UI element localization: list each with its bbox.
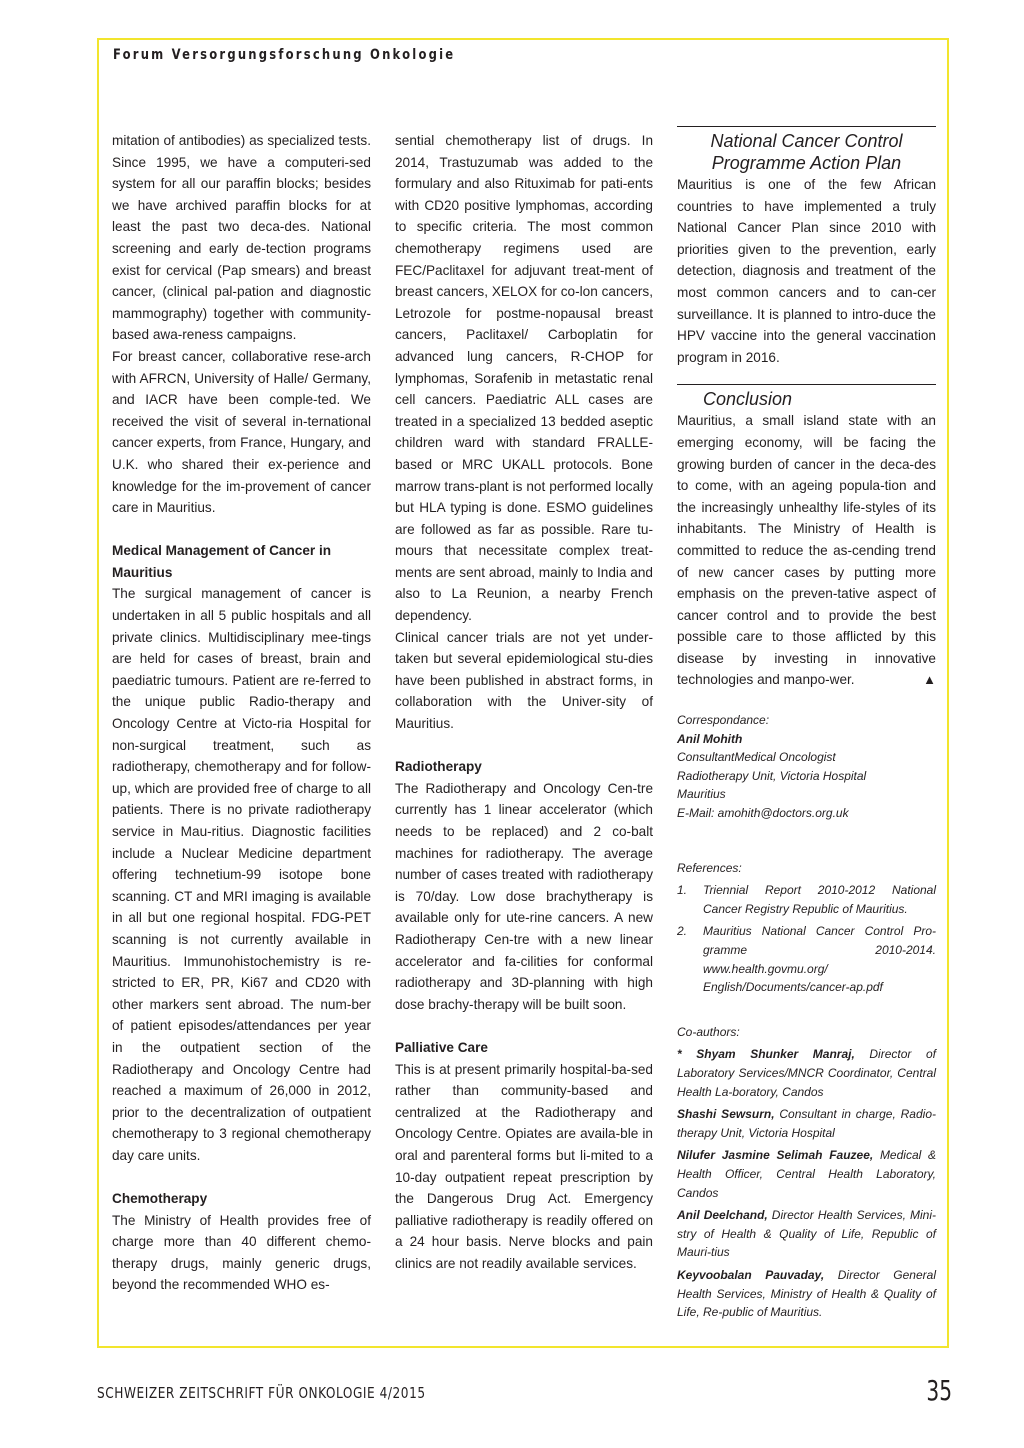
column-1: [112, 130, 371, 1296]
correspondence-email: E-Mail: amohith@doctors.org.uk: [677, 806, 849, 821]
coauthor-entry: [677, 1206, 936, 1262]
correspondence-block: [677, 711, 936, 823]
section-title-conclusion: Conclusion: [703, 389, 793, 410]
end-mark-icon: ▲: [923, 672, 936, 688]
correspondence-country: Mauritius: [677, 787, 726, 802]
reference-text: Mauritius National Cancer Control Pro-gramme 2010-2014. www.health.govmu.org/ English/Documents/cancer-ap.pdf: [703, 924, 936, 995]
page-number: 35: [926, 1374, 952, 1407]
section-heading-medical-management: Medical Management of Cancer in Mauritius: [112, 543, 332, 580]
coauthor-desc: Consultant in charge, Radio-therapy Unit, Victoria Hospital: [677, 1107, 936, 1140]
references-block: [677, 859, 936, 997]
section-heading-chemotherapy: Chemotherapy: [112, 1191, 208, 1207]
paragraph: The Ministry of Health provides free of charge more than 40 different chemo-therapy drugs, mainly generic drugs, beyond the recommended WHO es-: [112, 1212, 371, 1293]
coauthor-entry: [677, 1045, 936, 1101]
section-rule: [677, 126, 936, 127]
reference-item: [677, 922, 936, 996]
coauthor-name: Anil Deelchand,: [677, 1208, 768, 1223]
coauthor-desc: Director of Laboratory Services/MNCR Coordinator, Central Health La-boratory, Candos: [677, 1047, 936, 1099]
correspondence-label: Correspondance:: [677, 713, 770, 728]
paragraph: sential chemotherapy list of drugs. In 2014, Trastuzumab was added to the formulary and also Rituximab for pati-ents with CD20 positive lymphomas, according to specific criteria. The most common chemotherapy regimens used are FEC/Paclitaxel for adjuvant treat-ment of breast cancers, XELOX for co-lon cancers, Letrozole for postme-nopausal breast cancers, Paclitaxel/ Carboplatin for advanced lung cancers, R-CHOP for lymphomas, Sorafenib in metastatic renal cell cancers. Paediatric ALL cases are treated in a specialized 13 bedded aseptic children ward with standard FRALLE- based or MRC UKALL protocols. Bone marrow trans-plant is not performed locally but HLA typing is done. ESMO guidelines are followed as far as possible. Rare tu-mours that necessitate complex treat-ments are sent abroad, mainly to India and also to La Reunion, a nearby French dependency.: [395, 133, 653, 624]
coauthor-name: Keyvoobalan Pauvaday,: [677, 1267, 825, 1282]
reference-number: 2.: [677, 924, 688, 939]
paragraph: [677, 410, 936, 691]
section-heading-radiotherapy: Radiotherapy: [395, 759, 482, 775]
running-header: Forum Versorgungsforschung Onkologie: [113, 47, 456, 63]
section-heading-palliative-care: Palliative Care: [395, 1039, 488, 1055]
reference-number: 1.: [677, 883, 688, 898]
paragraph: Clinical cancer trials are not yet under-taken but several epidemiological stu-dies have been published in abstract forms, in collaboration with the Univer-sity of Mauritius.: [395, 629, 653, 732]
coauthors-label: Co-authors:: [677, 1024, 740, 1039]
paragraph: The Radiotherapy and Oncology Cen-tre currently has 1 linear accelerator (which needs to be replaced) and 2 co-balt machines for radiotherapy. The average number of cases treated with radiotherapy is 70/day. Low dose brachytherapy is available only for ute-rine cancers. A new Radiotherapy Cen-tre with a new linear accelerator and fa-cilities for conformal radiotherapy and 3D-planning with high dose brachy-therapy will be built soon.: [395, 780, 653, 1012]
coauthors-block: [677, 1023, 936, 1322]
coauthor-name: Nilufer Jasmine Selimah Fauzee,: [677, 1148, 874, 1163]
coauthor-entry: [677, 1266, 936, 1322]
references-label: References:: [677, 860, 742, 875]
reference-text: Triennial Report 2010-2012 National Cancer Registry Republic of Mauritius.: [703, 883, 936, 916]
paragraph: This is at present primarily hospital-ba-sed rather than community-based and centralized at the Radiotherapy and Oncology Centre. Opiates are availa-ble in oral and parenteral forms but li-mited to a 10-day outpatient repeat prescription by the Dangerous Drug Act. Emergency palliative radiotherapy is readily offered on a 24 hour basis. Nerve blocks and pain clinics are not readily available services.: [395, 1061, 653, 1271]
paragraph: For breast cancer, collaborative rese-arch with AFRCN, University of Halle/ Germany, and IACR have been comple-ted. We received the visit of several in-ternational cancer experts, from France, Hungary, and U.K. who shared their ex-perience and knowledge for the im-provement of cancer care in Mauritius.: [112, 348, 371, 516]
coauthor-name: * Shyam Shunker Manraj,: [677, 1047, 855, 1062]
coauthor-desc: Director General Health Services, Ministry of Health & Quality of Life, Re-public of Mauritius.: [677, 1267, 936, 1320]
correspondence-title: ConsultantMedical Oncologist: [677, 750, 836, 765]
coauthor-desc: Medical & Health Officer, Central Health Laboratory, Candos: [677, 1148, 937, 1200]
coauthor-desc: Director Health Services, Mini-stry of Health & Quality of Life, Republic of Mauri-tius: [677, 1208, 936, 1260]
paragraph: The surgical management of cancer is undertaken in all 5 public hospitals and all private clinics. Multidisciplinary mee-tings are held for cases of breast, brain and paediatric tumours. Patient are re-ferred to the unique public Radio-therapy and Oncology Centre at Victo-ria Hospital for non-surgical treatment, such as radiotherapy, chemotherapy and for follow-up, which are provided free of charge to all patients. There is no private radiotherapy service in Mau-ritius. Diagnostic facilities include a Nuclear Medicine department offering technetium-99 isotope bone scanning. CT and MRI imaging is available in all but one regional hospital. FDG-PET scanning is not currently available in Mauritius. Immunohistochemistry is re-stricted to ER, PR, Ki67 and CD20 with other markers sent abroad. The num-ber of patient episodes/attendances per year in the outpatient section of the Radiotherapy and Oncology Centre had reached a maximum of 26,000 in 2012, prior to the decentralization of outpatient chemotherapy to 3 regional chemotherapy day care units.: [112, 586, 371, 1163]
paragraph: mitation of antibodies) as specialized tests. Since 1995, we have a computeri-sed system for all our paraffin blocks; besides we have archived paraffin blocks for at least the past two deca-des. National screening and early de-tection programs exist for cervical (Pap smears) and breast cancer, (clinical pal-pation and diagnostic mammography) together with community-based awa-reness campaigns.: [112, 133, 371, 343]
reference-item: [677, 881, 936, 918]
conclusion-text: Mauritius, a small island state with an emerging economy, will be facing the growing burden of cancer in the deca-des to come, with an ageing popula-tion and the increasingly unhealthy life-styles of its inhabitants. The Ministry of Health is committed to reduce the as-cending trend of new cancer cases by putting more emphasis on the preven-tative aspect of cancer control and to provide the best possible care to those afflicted by this disease by investing in innovative technologies and manpo-wer.: [677, 413, 936, 688]
coauthor-name: Shashi Sewsurn,: [677, 1107, 775, 1122]
column-2: [395, 130, 653, 1274]
journal-footer: SCHWEIZER ZEITSCHRIFT FÜR ONKOLOGIE 4/2015: [97, 1384, 426, 1402]
column-3: [677, 126, 936, 1322]
correspondence-name: Anil Mohith: [677, 731, 743, 746]
coauthor-entry: [677, 1105, 936, 1142]
coauthor-entry: [677, 1146, 936, 1202]
correspondence-unit: Radiotherapy Unit, Victoria Hospital: [677, 768, 867, 783]
paragraph: Mauritius is one of the few African countries to have implemented a truly National Cancer Plan since 2010 with priorities given to the prevention, early detection, diagnosis and treatment of the most common cancers and to can-cer surveillance. It is planned to intro-duce the HPV vaccine into the general vaccination program in 2016.: [677, 177, 936, 365]
section-title-ncc: National Cancer Control Programme Action Plan: [710, 131, 903, 173]
section-rule: [677, 384, 936, 385]
